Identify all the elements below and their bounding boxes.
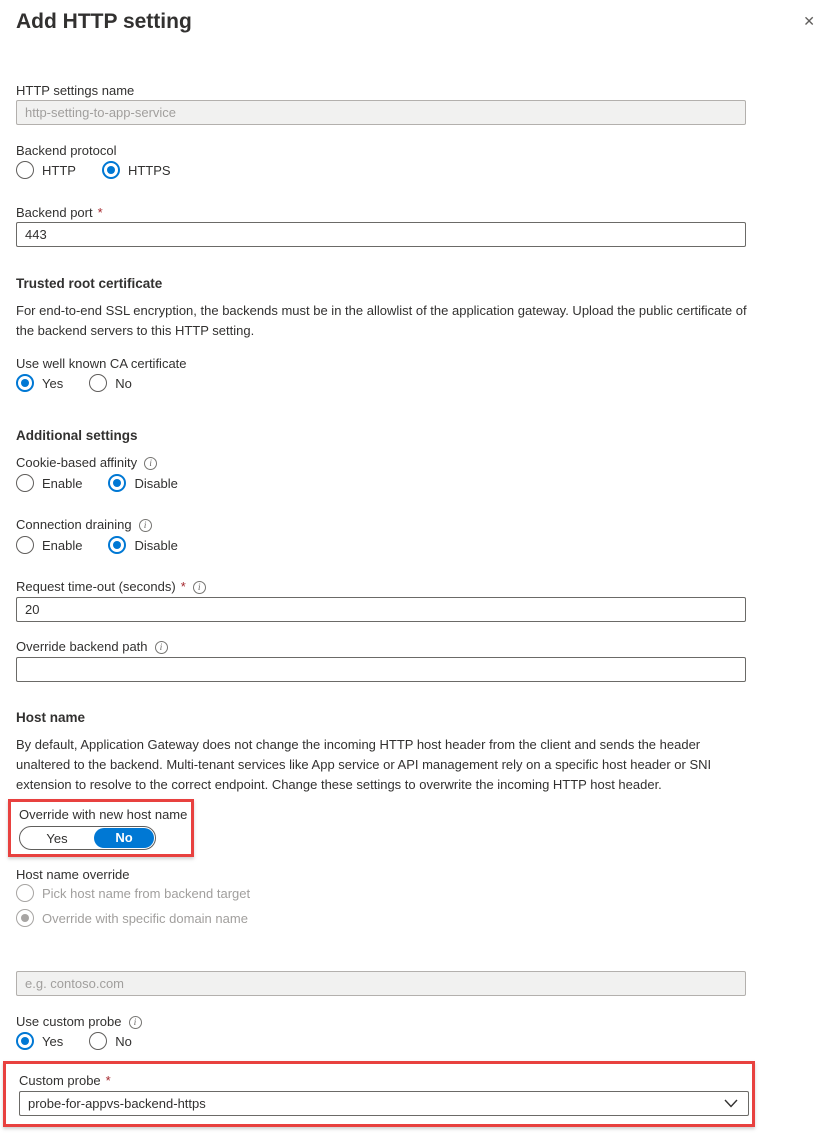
custom-probe-selected-value: probe-for-appvs-backend-https	[28, 1096, 206, 1111]
cookie-based-affinity-label	[16, 454, 815, 472]
cookie-based-affinity-radio-group	[16, 473, 815, 493]
backend-port-label-text: Backend port	[16, 205, 93, 220]
close-icon[interactable]: ✕	[799, 10, 819, 32]
radio-circle-checked[interactable]	[108, 474, 126, 492]
use-custom-probe-label-text: Use custom probe	[16, 1014, 122, 1029]
override-backend-path-label-text: Override backend path	[16, 639, 148, 654]
host-name-override-label: Host name override	[16, 867, 130, 882]
override-new-host-name-toggle[interactable]	[19, 826, 156, 850]
http-settings-name-label: HTTP settings name	[16, 83, 135, 98]
backend-protocol-label: Backend protocol	[16, 143, 117, 158]
host-name-override-radio-group	[16, 884, 815, 927]
radio-probe-no-label: No	[115, 1033, 132, 1049]
trusted-root-certificate-heading: Trusted root certificate	[16, 276, 163, 291]
info-icon[interactable]: i	[139, 519, 152, 532]
radio-circle-disabled	[16, 884, 34, 902]
radio-ca-no[interactable]	[89, 374, 132, 392]
backend-port-label	[16, 204, 815, 222]
radio-affinity-enable-label: Enable	[42, 475, 83, 491]
radio-circle-disabled-checked	[16, 909, 34, 927]
override-backend-path-label	[16, 638, 815, 656]
radio-probe-no[interactable]	[89, 1032, 132, 1050]
required-asterisk: *	[105, 1073, 111, 1088]
override-backend-path-input[interactable]	[16, 657, 746, 682]
connection-draining-label	[16, 516, 815, 534]
radio-http[interactable]	[16, 161, 76, 179]
override-new-host-name-label: Override with new host name	[19, 807, 188, 822]
connection-draining-radio-group	[16, 535, 815, 555]
radio-circle-checked[interactable]	[16, 1032, 34, 1050]
radio-draining-enable[interactable]	[16, 536, 82, 554]
radio-probe-yes-label: Yes	[42, 1033, 64, 1049]
info-icon[interactable]: i	[129, 1016, 142, 1029]
host-name-heading: Host name	[16, 710, 86, 725]
dialog-header	[16, 8, 815, 36]
radio-override-specific-domain-label: Override with specific domain name	[42, 910, 248, 926]
radio-affinity-enable[interactable]	[16, 474, 82, 492]
chevron-down-icon	[724, 1099, 738, 1108]
backend-port-input[interactable]	[16, 222, 746, 247]
radio-circle-checked[interactable]	[102, 161, 120, 179]
required-asterisk: *	[97, 205, 103, 220]
info-icon[interactable]: i	[155, 641, 168, 654]
use-well-known-ca-radio-group	[16, 373, 815, 393]
radio-circle[interactable]	[89, 374, 107, 392]
radio-ca-no-label: No	[115, 375, 132, 391]
domain-name-input	[16, 971, 746, 996]
trusted-root-certificate-description: For end-to-end SSL encryption, the backends must be in the allowlist of the application gateway. Upload the public certificate of the backend servers to this HTTP setting.	[16, 303, 747, 338]
request-timeout-label	[16, 578, 815, 596]
request-timeout-label-text: Request time-out (seconds)	[16, 579, 176, 594]
custom-probe-label	[19, 1072, 752, 1090]
custom-probe-label-text: Custom probe	[19, 1073, 101, 1088]
http-settings-name-input	[16, 100, 746, 125]
radio-probe-yes[interactable]	[16, 1032, 63, 1050]
use-well-known-ca-label: Use well known CA certificate	[16, 356, 187, 371]
radio-affinity-disable[interactable]	[108, 474, 177, 492]
radio-http-label: HTTP	[42, 162, 76, 178]
radio-affinity-disable-label: Disable	[134, 475, 178, 491]
radio-draining-enable-label: Enable	[42, 537, 83, 553]
radio-pick-host-name	[16, 884, 815, 902]
radio-ca-yes-label: Yes	[42, 375, 64, 391]
radio-circle-checked[interactable]	[108, 536, 126, 554]
custom-probe-dropdown[interactable]	[19, 1091, 749, 1116]
radio-https[interactable]	[102, 161, 171, 179]
radio-override-specific-domain	[16, 909, 815, 927]
host-name-description: By default, Application Gateway does not change the incoming HTTP host header from the client and sends the header unaltered to the backend. Multi-tenant services like App service or API management rely on a specific host header or SNI extension to resolve to the correct endpoint. Change these settings to overwrite the incoming HTTP host header.	[16, 737, 712, 792]
radio-ca-yes[interactable]	[16, 374, 63, 392]
page-title: Add HTTP setting	[16, 10, 192, 33]
radio-circle-checked[interactable]	[16, 374, 34, 392]
info-icon[interactable]: i	[193, 581, 206, 594]
toggle-no-option-selected[interactable]: No	[94, 828, 154, 848]
connection-draining-label-text: Connection draining	[16, 517, 132, 532]
info-icon[interactable]: i	[144, 457, 157, 470]
use-custom-probe-radio-group	[16, 1031, 815, 1051]
radio-circle[interactable]	[16, 161, 34, 179]
use-custom-probe-label	[16, 1013, 815, 1031]
additional-settings-heading: Additional settings	[16, 428, 138, 443]
highlight-box-custom-probe	[3, 1061, 755, 1127]
required-asterisk: *	[180, 579, 186, 594]
request-timeout-input[interactable]	[16, 597, 746, 622]
radio-circle[interactable]	[89, 1032, 107, 1050]
radio-draining-disable-label: Disable	[134, 537, 178, 553]
radio-circle[interactable]	[16, 474, 34, 492]
backend-protocol-radio-group	[16, 160, 815, 180]
cookie-based-affinity-label-text: Cookie-based affinity	[16, 455, 138, 470]
radio-pick-host-name-label: Pick host name from backend target	[42, 885, 251, 901]
highlight-box-override-host-name	[8, 799, 194, 857]
radio-draining-disable[interactable]	[108, 536, 177, 554]
toggle-yes-option[interactable]: Yes	[46, 830, 68, 846]
radio-circle[interactable]	[16, 536, 34, 554]
radio-https-label: HTTPS	[127, 162, 171, 178]
